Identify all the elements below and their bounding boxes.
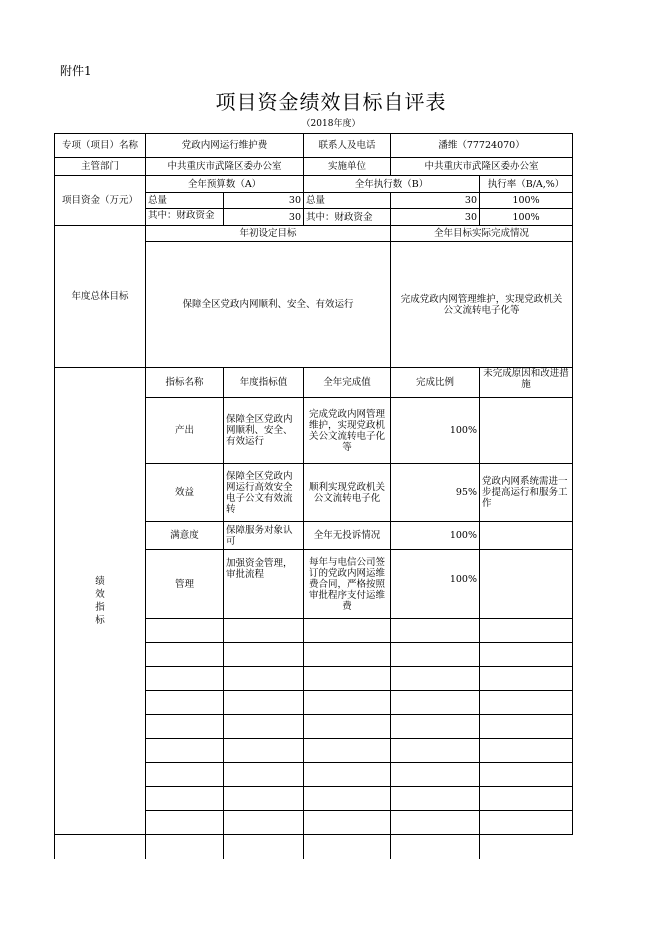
empty-cell xyxy=(224,667,304,691)
dept-value: 中共重庆市武隆区委办公室 xyxy=(146,158,304,176)
annual-header-row xyxy=(55,226,573,242)
empty-cell xyxy=(304,763,391,787)
empty-cell xyxy=(304,619,391,643)
empty-cell xyxy=(480,643,573,667)
empty-cell xyxy=(146,643,224,667)
empty-cell xyxy=(391,763,480,787)
empty-cell xyxy=(224,811,304,835)
empty-cell xyxy=(224,619,304,643)
empty-cell xyxy=(224,763,304,787)
perf-done: 全年无投诉情况 xyxy=(304,522,391,550)
total-exec-label: 总量 xyxy=(304,193,391,209)
empty-cell xyxy=(224,715,304,739)
empty-cell xyxy=(146,619,224,643)
empty-cell xyxy=(304,715,391,739)
col-reason-header xyxy=(480,368,573,398)
empty-cell xyxy=(146,667,224,691)
perf-target: 保障服务对象认可 xyxy=(224,522,304,550)
perf-ratio: 100% xyxy=(391,550,480,619)
total-label: 总量 xyxy=(146,193,224,209)
page-title: 项目资金绩效目标自评表 xyxy=(215,90,447,114)
exec-header: 全年执行数（B） xyxy=(304,176,480,193)
perf-reason xyxy=(480,550,573,619)
funds-label: 项目资金（万元） xyxy=(55,176,146,226)
empty-cell xyxy=(146,691,224,715)
empty-cell xyxy=(55,835,146,859)
empty-row xyxy=(55,835,573,859)
empty-cell xyxy=(146,811,224,835)
empty-cell xyxy=(391,811,480,835)
empty-cell xyxy=(304,643,391,667)
annual-actual-header: 全年目标实际完成情况 xyxy=(391,226,573,242)
funds-header-row xyxy=(55,176,573,193)
total-exec: 30 xyxy=(391,193,480,209)
fiscal-exec-label: 其中：财政资金 xyxy=(304,209,391,226)
col-done-header: 全年完成值 xyxy=(304,368,391,398)
perf-ratio: 100% xyxy=(391,522,480,550)
empty-cell xyxy=(391,739,480,763)
perf-name: 满意度 xyxy=(146,522,224,550)
annual-set-header: 年初设定目标 xyxy=(146,226,391,242)
empty-cell xyxy=(146,715,224,739)
project-value: 党政内网运行维护费 xyxy=(146,134,304,158)
perf-label-cell xyxy=(55,368,146,835)
project-label: 专项（项目）名称 xyxy=(55,134,146,158)
empty-cell xyxy=(391,619,480,643)
perf-name: 效益 xyxy=(146,464,224,522)
project-row xyxy=(55,134,573,158)
perf-target: 保障全区党政内网运行高效安全电子公文有效流转 xyxy=(224,464,304,522)
empty-cell xyxy=(224,787,304,811)
perf-ratio: 95% xyxy=(391,464,480,522)
evaluation-table xyxy=(54,133,573,859)
perf-done: 完成党政内网管理维护，实现党政机关公文流转电子化等 xyxy=(304,398,391,464)
perf-reason xyxy=(480,522,573,550)
empty-cell xyxy=(480,811,573,835)
contact-value: 潘维（77724070） xyxy=(391,134,573,158)
department-row xyxy=(55,158,573,176)
col-ratio-header: 完成比例 xyxy=(391,368,480,398)
col-name-header: 指标名称 xyxy=(146,368,224,398)
fiscal-budget: 30 xyxy=(224,209,304,226)
fiscal-rate: 100% xyxy=(480,209,573,226)
empty-cell xyxy=(304,811,391,835)
perf-done: 每年与电信公司签订的党政内网运维费合同，严格按照审批程序支付运维费 xyxy=(304,550,391,619)
budget-header: 全年预算数（A） xyxy=(146,176,304,193)
impl-value: 中共重庆市武隆区委办公室 xyxy=(391,158,573,176)
empty-cell xyxy=(480,691,573,715)
empty-cell xyxy=(480,715,573,739)
empty-cell xyxy=(304,667,391,691)
fiscal-exec: 30 xyxy=(391,209,480,226)
col-target-header: 年度指标值 xyxy=(224,368,304,398)
perf-done: 顺利实现党政机关公文流转电子化 xyxy=(304,464,391,522)
empty-cell xyxy=(304,787,391,811)
perf-target: 保障全区党政内网顺利、安全、有效运行 xyxy=(224,398,304,464)
empty-cell xyxy=(391,835,480,859)
perf-name: 产出 xyxy=(146,398,224,464)
annual-label: 年度总体目标 xyxy=(55,226,146,368)
perf-header-row xyxy=(55,368,573,398)
empty-cell xyxy=(304,691,391,715)
dept-label: 主管部门 xyxy=(55,158,146,176)
empty-cell xyxy=(480,787,573,811)
fiscal-label-text: 其中：财政资金 xyxy=(148,209,215,221)
contact-label: 联系人及电话 xyxy=(304,134,391,158)
empty-cell xyxy=(304,835,391,859)
perf-reason: 党政内网系统需进一步提高运行和服务工作 xyxy=(480,464,573,522)
empty-cell xyxy=(391,715,480,739)
perf-label: 绩效指标 xyxy=(95,576,105,626)
empty-cell xyxy=(391,643,480,667)
empty-cell xyxy=(480,667,573,691)
year-subtitle: （2018年度） xyxy=(301,119,361,129)
empty-cell xyxy=(146,787,224,811)
col-reason-text: 未完成原因和改进措施 xyxy=(483,368,569,390)
empty-cell xyxy=(391,667,480,691)
empty-cell xyxy=(391,787,480,811)
empty-cell xyxy=(224,835,304,859)
empty-cell xyxy=(224,643,304,667)
empty-cell xyxy=(480,619,573,643)
perf-ratio: 100% xyxy=(391,398,480,464)
total-budget: 30 xyxy=(224,193,304,209)
empty-cell xyxy=(146,763,224,787)
empty-cell xyxy=(480,763,573,787)
impl-label: 实施单位 xyxy=(304,158,391,176)
rate-header: 执行率（B/A,%） xyxy=(480,176,573,193)
attachment-label: 附件1 xyxy=(60,64,92,78)
empty-cell xyxy=(304,739,391,763)
empty-cell xyxy=(391,691,480,715)
empty-cell xyxy=(146,739,224,763)
fiscal-label xyxy=(146,209,224,226)
empty-cell xyxy=(224,691,304,715)
annual-set-value: 保障全区党政内网顺利、安全、有效运行 xyxy=(146,242,391,368)
empty-cell xyxy=(480,739,573,763)
total-rate: 100% xyxy=(480,193,573,209)
annual-actual-value: 完成党政内网管理维护，实现党政机关公文流转电子化等 xyxy=(391,242,573,368)
perf-target: 加强资金管理，审批流程 xyxy=(224,550,304,619)
perf-name: 管理 xyxy=(146,550,224,619)
empty-cell xyxy=(146,835,224,859)
perf-reason xyxy=(480,398,573,464)
empty-cell xyxy=(224,739,304,763)
